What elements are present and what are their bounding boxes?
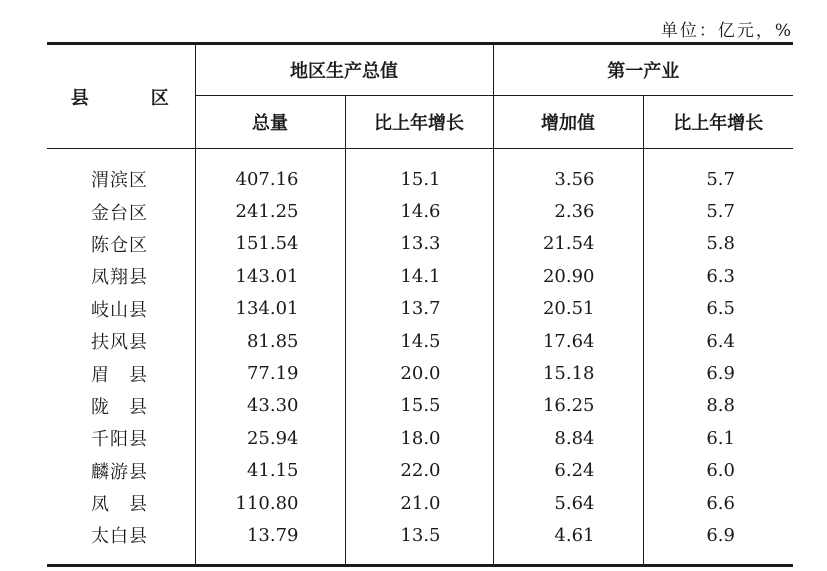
primary-growth-cell: 6.9 (643, 357, 793, 389)
header-county: 县 区 (47, 44, 195, 149)
primary-value-cell: 15.18 (493, 357, 643, 389)
gdp-total-cell: 77.19 (195, 357, 345, 389)
county-name-cell: 凤 县 (91, 494, 148, 516)
table-row (47, 487, 793, 519)
primary-value-cell: 6.24 (493, 455, 643, 487)
gdp-total-cell: 143.01 (195, 260, 345, 292)
table-row (47, 195, 793, 227)
primary-value-cell: 5.64 (493, 487, 643, 519)
gdp-growth-cell: 15.5 (345, 390, 493, 422)
primary-growth-cell: 6.0 (643, 455, 793, 487)
table-row (47, 325, 793, 357)
primary-value-cell: 8.84 (493, 422, 643, 454)
gdp-growth-cell: 13.5 (345, 519, 493, 565)
gdp-total-cell: 110.80 (195, 487, 345, 519)
primary-growth-cell: 6.4 (643, 325, 793, 357)
table-row (47, 357, 793, 389)
primary-growth-cell: 6.6 (643, 487, 793, 519)
primary-growth-cell: 5.7 (643, 195, 793, 227)
county-name-cell: 太白县 (47, 519, 195, 565)
table-row (47, 422, 793, 454)
county-name-cell: 眉 县 (91, 364, 148, 386)
primary-value-cell: 21.54 (493, 228, 643, 260)
table-row (47, 455, 793, 487)
table-header (47, 44, 793, 149)
gdp-total-cell: 25.94 (195, 422, 345, 454)
gdp-growth-cell: 14.6 (345, 195, 493, 227)
county-name-cell: 扶风县 (91, 332, 148, 354)
header-gdp-total: 总量 (195, 96, 345, 149)
county-economy-table (47, 42, 793, 567)
table-row (47, 519, 793, 565)
gdp-total-cell: 407.16 (195, 149, 345, 196)
primary-value-cell: 16.25 (493, 390, 643, 422)
table-row (47, 260, 793, 292)
gdp-growth-cell: 13.3 (345, 228, 493, 260)
gdp-growth-cell: 21.0 (345, 487, 493, 519)
gdp-total-cell: 134.01 (195, 293, 345, 325)
county-name-cell: 陇 县 (91, 396, 148, 418)
table-body (47, 149, 793, 566)
primary-value-cell: 20.51 (493, 293, 643, 325)
primary-value-cell: 20.90 (493, 260, 643, 292)
county-name-cell: 千阳县 (91, 429, 148, 451)
primary-growth-cell: 8.8 (643, 390, 793, 422)
table-row (47, 293, 793, 325)
gdp-growth-cell: 20.0 (345, 357, 493, 389)
table-row (47, 390, 793, 422)
gdp-growth-cell: 15.1 (345, 149, 493, 196)
primary-value-cell: 4.61 (493, 519, 643, 565)
primary-growth-cell: 6.1 (643, 422, 793, 454)
county-name-cell: 金台区 (91, 202, 148, 224)
gdp-total-cell: 41.15 (195, 455, 345, 487)
primary-growth-cell: 6.5 (643, 293, 793, 325)
primary-value-cell: 3.56 (493, 149, 643, 196)
gdp-total-cell: 13.79 (195, 519, 345, 565)
header-gdp-growth: 比上年增长 (345, 96, 493, 149)
gdp-growth-cell: 18.0 (345, 422, 493, 454)
gdp-growth-cell: 14.5 (345, 325, 493, 357)
unit-note: 单位：亿元，% (660, 21, 793, 41)
gdp-growth-cell: 22.0 (345, 455, 493, 487)
gdp-total-cell: 43.30 (195, 390, 345, 422)
gdp-total-cell: 81.85 (195, 325, 345, 357)
header-primary-value: 增加值 (493, 96, 643, 149)
table-row (47, 228, 793, 260)
gdp-growth-cell: 14.1 (345, 260, 493, 292)
gdp-growth-cell: 13.7 (345, 293, 493, 325)
primary-growth-cell: 6.3 (643, 260, 793, 292)
county-name-cell: 岐山县 (91, 299, 148, 321)
county-name-cell: 麟游县 (91, 461, 148, 483)
gdp-total-cell: 151.54 (195, 228, 345, 260)
primary-value-cell: 17.64 (493, 325, 643, 357)
primary-growth-cell: 5.8 (643, 228, 793, 260)
primary-growth-cell: 5.7 (643, 149, 793, 196)
header-gdp-group: 地区生产总值 (195, 44, 493, 96)
gdp-total-cell: 241.25 (195, 195, 345, 227)
primary-value-cell: 2.36 (493, 195, 643, 227)
county-name-cell: 凤翔县 (91, 267, 148, 289)
county-name-cell: 陈仓区 (91, 234, 148, 256)
table-row (47, 149, 793, 196)
county-name-cell: 渭滨区 (91, 170, 148, 192)
primary-growth-cell: 6.9 (643, 519, 793, 565)
header-primary-growth: 比上年增长 (643, 96, 793, 149)
header-primary-group: 第一产业 (493, 44, 793, 96)
